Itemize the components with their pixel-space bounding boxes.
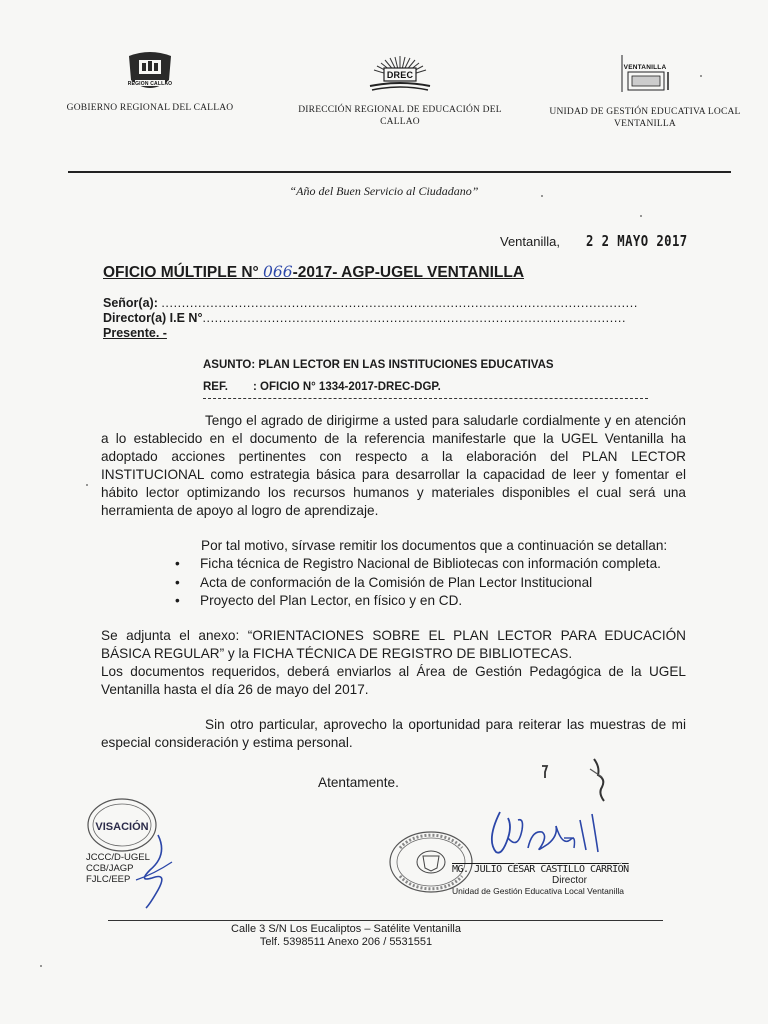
required-documents-list bbox=[175, 555, 661, 611]
gobierno-regional-caption: GOBIERNO REGIONAL DEL CALLAO bbox=[66, 103, 234, 113]
ink-mark-icon bbox=[580, 755, 620, 805]
paragraph-annex bbox=[101, 627, 686, 699]
paragraph-intro-text: Tengo el agrado de dirigirme a usted para saludarle cordialmente y en atención a lo establecido en el documento de la referencia manifestarle que la UGEL Ventanilla ha adoptado acciones pertinentes con respecto a la elaboración del PLAN LECTOR INSTITUCIONAL como estrategia básica para desarrollar la capacidad de leer y fomentar el hábito lector optimizando los recursos humanos y materiales disponibles el cual será una herramienta de apoyo al logro de aprendizaje. bbox=[101, 413, 686, 518]
date-stamp: 2 2 MAYO 2017 bbox=[585, 232, 688, 250]
footer-address: Calle 3 S/N Los Eucaliptos – Satélite Ventanilla bbox=[231, 923, 461, 935]
initials-line: FJLC/EEP bbox=[86, 874, 131, 885]
paragraph-intro bbox=[101, 412, 686, 520]
closing-atentamente: Atentamente. bbox=[318, 775, 399, 790]
asunto-line: ASUNTO: PLAN LECTOR EN LAS INSTITUCIONES EDUCATIVAS bbox=[203, 359, 554, 371]
dashed-divider bbox=[203, 398, 648, 399]
drec-sunburst-logo-icon bbox=[360, 54, 440, 98]
ref-line bbox=[203, 381, 441, 393]
drec-logo-text: DREC bbox=[386, 70, 414, 80]
drec-caption-line2: CALLAO bbox=[380, 117, 420, 127]
ventanilla-logo-text: VENTANILLA bbox=[623, 64, 667, 71]
addressee-senor bbox=[103, 296, 638, 310]
scan-speck bbox=[40, 965, 42, 967]
list-item: • Ficha técnica de Registro Nacional de Bibliotecas con información completa. bbox=[175, 555, 661, 574]
footer-divider bbox=[108, 920, 663, 921]
drec-caption-line1: DIRECCIÓN REGIONAL DE EDUCACIÓN DEL bbox=[298, 105, 502, 115]
header-left bbox=[60, 50, 240, 114]
oficio-prefix: OFICIO MÚLTIPLE N° bbox=[103, 264, 259, 281]
ugel-ventanilla-logo-icon bbox=[610, 52, 680, 100]
list-item: • Proyecto del Plan Lector, en físico y en CD. bbox=[175, 592, 661, 611]
year-motto: “Año del Buen Servicio al Ciudadano” bbox=[289, 184, 479, 198]
region-callao-logo-text: REGION CALLAO bbox=[127, 81, 173, 87]
scan-speck bbox=[541, 195, 543, 197]
ink-dot-icon bbox=[538, 764, 552, 780]
initials-line: JCCC/D-UGEL bbox=[86, 852, 150, 863]
visacion-stamp-text: VISACIÓN bbox=[95, 821, 149, 833]
oficio-title bbox=[103, 263, 524, 282]
presente-label: Presente bbox=[103, 326, 156, 340]
header-divider bbox=[68, 171, 731, 173]
annex-text: Se adjunta el anexo: “ORIENTACIONES SOBRE EL PLAN LECTOR PARA EDUCACIÓN BÁSICA REGULAR” y la FICHA TÉCNICA DE REGISTRO DE BIBLIOTECAS. bbox=[101, 628, 686, 661]
director-unit: Unidad de Gestión Educativa Local Ventanilla bbox=[452, 886, 625, 896]
paragraph-farewell-text: Sin otro particular, aprovecho la oportunidad para reiterar las muestras de mi especial consideración y estima personal. bbox=[101, 717, 686, 750]
place-date bbox=[500, 232, 710, 250]
deadline-text: Los documentos requeridos, deberá enviarlos al Área de Gestión Pedagógica de la UGEL Ventanilla hasta el día 26 de mayo del 2017. bbox=[101, 664, 686, 697]
scan-speck bbox=[86, 484, 88, 486]
footer-phone: Telf. 5398511 Anexo 206 / 5531551 bbox=[259, 936, 433, 948]
region-callao-shield-icon bbox=[125, 50, 175, 96]
senor-fill-line: ..................................................................................................................... bbox=[161, 296, 638, 310]
oficio-suffix: -2017- AGP-UGEL VENTANILLA bbox=[292, 264, 525, 281]
ref-text: : OFICIO N° 1334-2017-DREC-DGP. bbox=[253, 381, 441, 393]
initials-line: CCB/JAGP bbox=[86, 863, 134, 874]
director-label: Director(a) I.E N° bbox=[103, 311, 203, 325]
header-right bbox=[540, 52, 750, 130]
oficio-number-handwritten: 066 bbox=[263, 263, 293, 281]
ugel-caption-line2: VENTANILLA bbox=[614, 119, 676, 129]
list-item: • Acta de conformación de la Comisión de Plan Lector Institucional bbox=[175, 574, 661, 593]
director-title: Director bbox=[552, 875, 588, 886]
director-fill-line: ........................................................................................................ bbox=[202, 311, 627, 325]
ref-label: REF. bbox=[203, 381, 228, 393]
presente-tail: . - bbox=[155, 326, 167, 340]
director-block bbox=[452, 864, 629, 897]
header-middle bbox=[290, 54, 510, 128]
director-name: MG. JULIO CÉSAR CASTILLO CARRIÓN bbox=[452, 864, 629, 875]
scan-speck bbox=[640, 215, 642, 217]
scan-speck bbox=[700, 75, 702, 77]
senor-label: Señor(a): bbox=[103, 296, 158, 310]
addressee-presente bbox=[103, 326, 167, 340]
addressee-director bbox=[103, 311, 626, 325]
paragraph-request: Por tal motivo, sírvase remitir los documentos que a continuación se detallan: bbox=[201, 538, 668, 553]
ugel-caption-line1: UNIDAD DE GESTIÓN EDUCATIVA LOCAL bbox=[549, 107, 741, 117]
paragraph-farewell bbox=[101, 716, 686, 752]
place-text: Ventanilla, bbox=[500, 234, 560, 249]
left-signature-icon bbox=[128, 830, 178, 910]
